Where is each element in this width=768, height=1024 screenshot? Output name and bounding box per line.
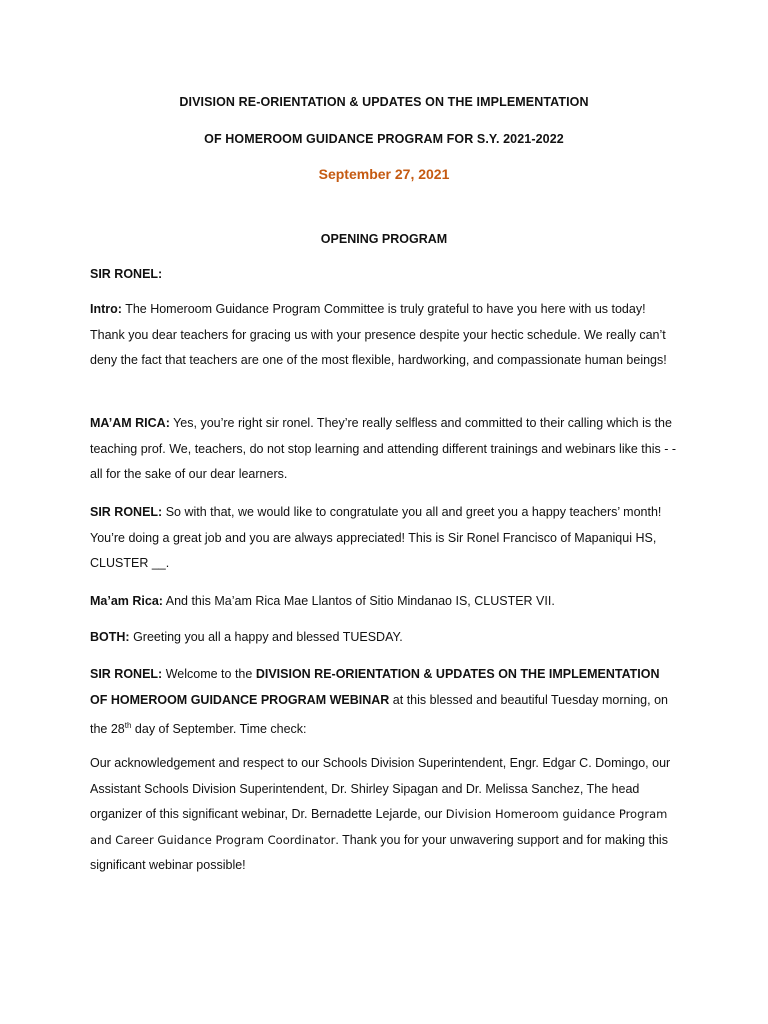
- title-line-2: OF HOMEROOM GUIDANCE PROGRAM FOR S.Y. 2021-2022: [204, 132, 564, 146]
- date-superscript: th: [124, 721, 132, 730]
- rica-label-1: MA’AM RICA:: [90, 416, 170, 430]
- acknowledgement-paragraph: [90, 751, 680, 879]
- first-speaker-label: SIR RONEL:: [90, 267, 163, 281]
- ronel-paragraph-2: [90, 662, 680, 743]
- rica-paragraph-1: [90, 411, 680, 488]
- ack-coordinator-title: Division Homeroom guidance Program and Career Guidance Program Coordinator: [90, 807, 668, 847]
- webinar-title-inline: DIVISION RE-ORIENTATION & UPDATES ON THE IMPLEMENTATION OF HOMEROOM GUIDANCE PROGRAM WEBINAR: [90, 667, 660, 707]
- rica-paragraph-2: [90, 589, 680, 615]
- ronel-text-2a: Welcome to the: [165, 667, 253, 681]
- ronel-label-2: SIR RONEL:: [90, 667, 163, 681]
- rica-text-1: Yes, you’re right sir ronel. They’re really selfless and committed to their calling which is the teaching prof. We, teachers, do not stop learning and attending different trainings and webinars like this - - all for the sake of our dear learners.: [90, 416, 676, 481]
- rica-text-2: And this Ma’am Rica Mae Llantos of Sitio Mindanao IS, CLUSTER VII.: [165, 594, 555, 608]
- ack-text-b: . Thank you for your unwavering support and for making this significant webinar possible!: [90, 832, 668, 872]
- ronel-paragraph-1: [90, 500, 680, 577]
- rica-label-2: Ma’am Rica:: [90, 594, 163, 608]
- both-label: BOTH:: [90, 630, 130, 644]
- ack-text-a: Our acknowledgement and respect to our Schools Division Superintendent, Engr. Edgar C. Domingo, our Assistant Schools Division Superintendent, Dr. Shirley Sipagan and Dr. Melissa Sanchez, The head organizer of this significant webinar, Dr. Bernadette Lejarde, our: [90, 756, 671, 821]
- title-line-1: DIVISION RE-ORIENTATION & UPDATES ON THE IMPLEMENTATION: [179, 95, 589, 109]
- intro-label: Intro:: [90, 302, 122, 316]
- section-heading: OPENING PROGRAM: [320, 232, 448, 246]
- ronel-text-1: So with that, we would like to congratulate you all and greet you a happy teachers’ month! You’re doing a great job and you are always appreciated! This is Sir Ronel Francisco of Mapaniqui HS, CLUSTER __.: [90, 505, 662, 570]
- ronel-text-2c: day of September. Time check:: [134, 722, 307, 737]
- document-date: September 27, 2021: [318, 166, 450, 182]
- ronel-label-1: SIR RONEL:: [90, 505, 163, 519]
- ronel-text-2b: at this blessed and beautiful Tuesday morning, on the 28: [90, 692, 668, 737]
- intro-text: The Homeroom Guidance Program Committee is truly grateful to have you here with us today! Thank you dear teachers for gracing us with your presence despite your hectic schedule. We really can’t deny the fact that teachers are one of the most flexible, hardworking, and compassionate human beings!: [90, 302, 667, 367]
- intro-paragraph: [90, 297, 680, 374]
- both-paragraph: [90, 625, 680, 651]
- both-text: Greeting you all a happy and blessed TUESDAY.: [133, 630, 403, 644]
